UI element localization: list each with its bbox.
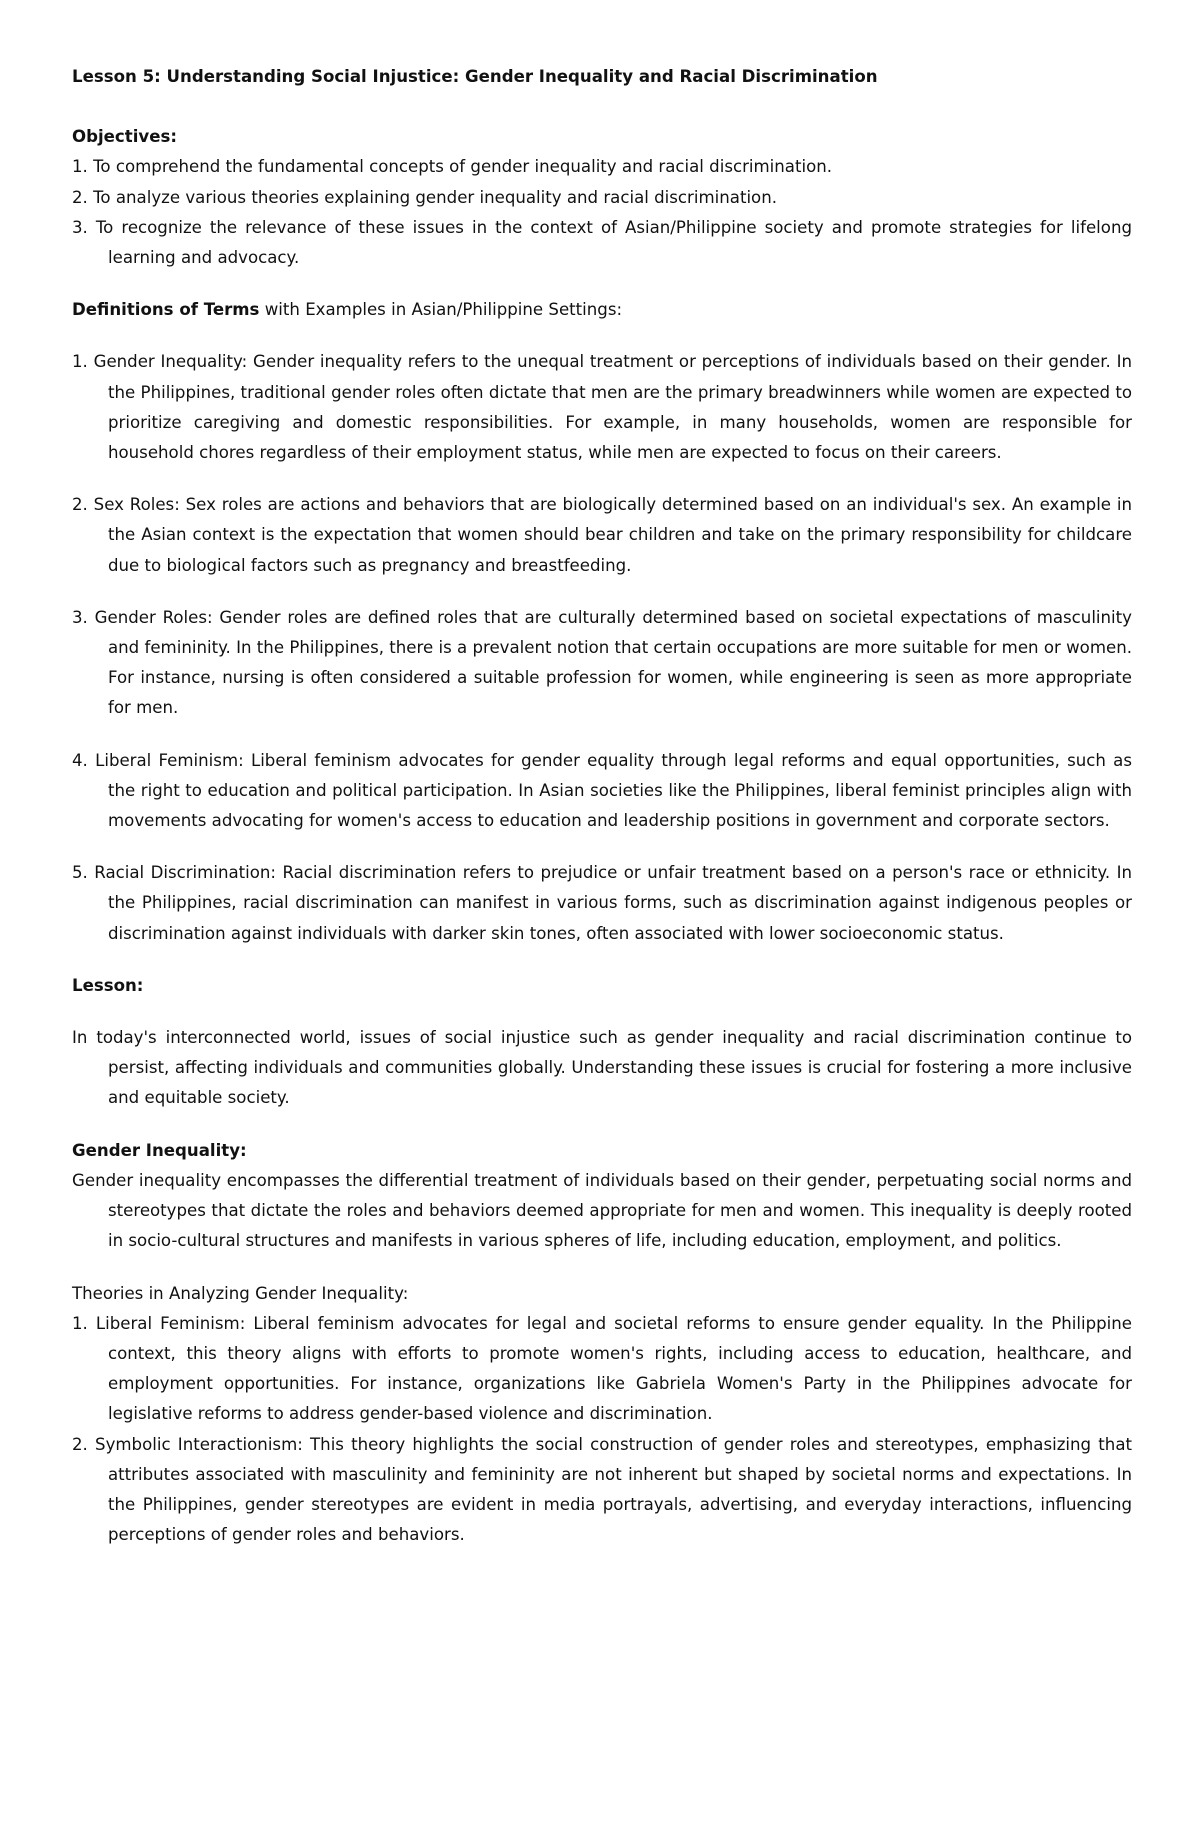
objective-item: 2. To analyze various theories explaining gender inequality and racial discrimination. (72, 187, 778, 207)
definitions-heading (72, 295, 1132, 325)
definition-item-racial-discrimination: 5. Racial Discrimination: Racial discrimination refers to prejudice or unfair treatment based on a person's race or ethnicity. In the Philippines, racial discrimination can manifest in various forms, such as discrimination against indigenous peoples or discrimination against individuals with darker skin tones, often associated with lower socioeconomic status. (72, 863, 1132, 943)
lesson-title: Lesson 5: Understanding Social Injustice: Gender Inequality and Racial Discrimination (72, 67, 878, 86)
definitions-heading-rest: with Examples in Asian/Philippine Settings: (259, 300, 623, 320)
spacer (72, 1114, 1132, 1136)
spacer (72, 92, 1132, 122)
spacer (72, 468, 1132, 490)
objective-item: 1. To comprehend the fundamental concepts of gender inequality and racial discrimination. (72, 157, 833, 177)
gender-inequality-body: Gender inequality encompasses the differential treatment of individuals based on their gender, perpetuating social norms and stereotypes that dictate the roles and behaviors deemed appropriate for men and women. This inequality is deeply rooted in socio-cultural structures and manifests in various spheres of life, including education, employment, and politics. (72, 1170, 1132, 1251)
definitions-list (72, 347, 1132, 948)
theories-heading: Theories in Analyzing Gender Inequality: (72, 1283, 409, 1303)
spacer (72, 273, 1132, 295)
spacer (72, 949, 1132, 971)
objectives-list (72, 152, 1132, 273)
definition-item-gender-roles: 3. Gender Roles: Gender roles are defined roles that are culturally determined based on societal expectations of masculinity and femininity. In the Philippines, there is a prevalent notion that certain occupations are more suitable for men or women. For instance, nursing is often considered a suitable profession for women, while engineering is seen as more appropriate for men. (72, 607, 1132, 718)
spacer (72, 836, 1132, 858)
objectives-heading: Objectives: (72, 127, 177, 147)
lesson-intro: In today's interconnected world, issues of social injustice such as gender inequality and racial discrimination continue to persist, affecting individuals and communities globally. Understanding these issues is crucial for fostering a more inclusive and equitable society. (72, 1028, 1132, 1108)
definition-item-sex-roles: 2. Sex Roles: Sex roles are actions and behaviors that are biologically determined based on an individual's sex. An example in the Asian context is the expectation that women should bear children and take on the primary responsibility for childcare due to biological factors such as pregnancy and breastfeeding. (72, 495, 1132, 575)
theory-item-liberal-feminism: 1. Liberal Feminism: Liberal feminism advocates for legal and societal reforms to ensure gender equality. In the Philippine context, this theory aligns with efforts to promote women's rights, including access to education, healthcare, and employment opportunities. For instance, organizations like Gabriela Women's Party in the Philippines advocate for legislative reforms to address gender-based violence and discrimination. (72, 1313, 1132, 1424)
lesson-heading: Lesson: (72, 975, 144, 995)
gender-inequality-heading: Gender Inequality: (72, 1140, 247, 1160)
theories-list (72, 1309, 1132, 1551)
document-page (72, 62, 1132, 1550)
definitions-heading-bold: Definitions of Terms (72, 300, 260, 320)
spacer (72, 325, 1132, 347)
theory-item-symbolic-interactionism: 2. Symbolic Interactionism: This theory highlights the social construction of gender roles and stereotypes, emphasizing that attributes associated with masculinity and femininity are not inherent but shaped by societal norms and expectations. In the Philippines, gender stereotypes are evident in media portrayals, advertising, and everyday interactions, influencing perceptions of gender roles and behaviors. (72, 1434, 1132, 1545)
spacer (72, 724, 1132, 746)
spacer (72, 1001, 1132, 1023)
objective-item: 3. To recognize the relevance of these issues in the context of Asian/Philippine society and promote strategies for lifelong learning and advocacy. (72, 217, 1132, 268)
spacer (72, 1257, 1132, 1279)
spacer (72, 581, 1132, 603)
definition-item-gender-inequality: 1. Gender Inequality: Gender inequality refers to the unequal treatment or perceptions of individuals based on their gender. In the Philippines, traditional gender roles often dictate that men are the primary breadwinners while women are expected to prioritize caregiving and domestic responsibilities. For example, in many households, women are responsible for household chores regardless of their employment status, while men are expected to focus on their careers. (72, 352, 1132, 463)
definition-item-liberal-feminism: 4. Liberal Feminism: Liberal feminism advocates for gender equality through legal reforms and equal opportunities, such as the right to education and political participation. In Asian societies like the Philippines, liberal feminist principles align with movements advocating for women's access to education and leadership positions in government and corporate sectors. (72, 750, 1132, 831)
